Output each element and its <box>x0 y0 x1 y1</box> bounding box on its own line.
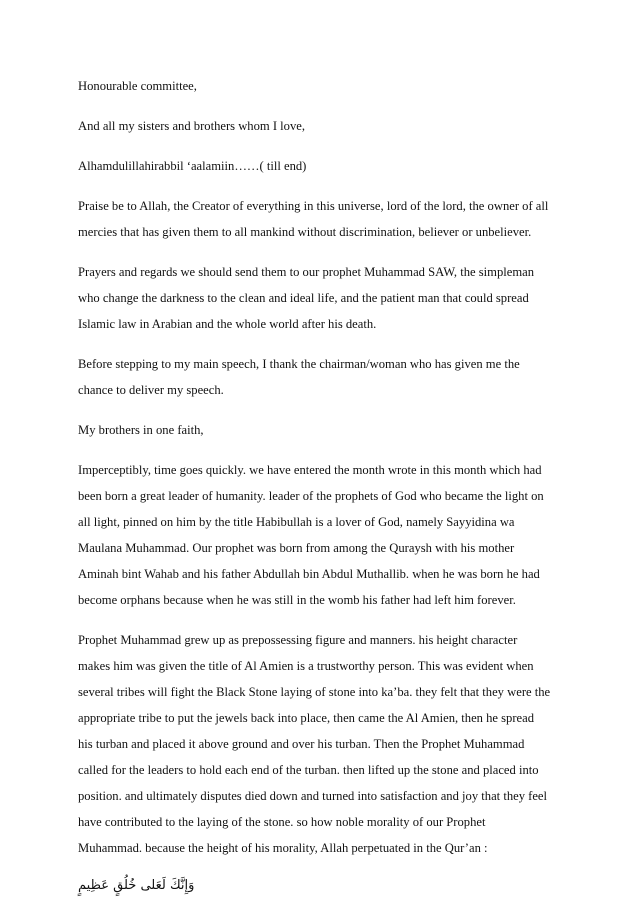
text-line: called for the leaders to hold each end of the turban. then lifted up the stone and placed into <box>78 763 539 777</box>
paragraph-birth <box>78 457 568 613</box>
text-line: position. and ultimately disputes died down and turned into satisfaction and joy that they feel <box>78 789 548 803</box>
speech-text <box>78 73 568 897</box>
text-line: And all my sisters and brothers whom I love, <box>78 119 306 133</box>
text-line: Imperceptibly, time goes quickly. we have entered the month wrote in this month which had <box>78 463 542 477</box>
paragraph-greeting <box>78 73 568 99</box>
text-line: all light, pinned on him by the title Habibullah is a lover of God, namely Sayyidina wa <box>78 515 515 529</box>
paragraph-brothers <box>78 417 568 443</box>
text-line: have contributed to the laying of the stone. so how noble morality of our Prophet <box>78 815 486 829</box>
paragraph-thanks <box>78 351 568 403</box>
text-line: been born a great leader of humanity. leader of the prophets of God who became the light on <box>78 489 544 503</box>
text-line: appropriate tribe to put the jewels back into place, then came the Al Amien, then he spread <box>78 711 535 725</box>
text-line: Aminah bint Wahab and his father Abdullah bin Abdul Muthallib. when he was born he had <box>78 567 540 581</box>
text-line: Islamic law in Arabian and the whole world after his death. <box>78 317 377 331</box>
text-line: several tribes will fight the Black Stone laying of stone into ka’ba. they felt that they were the <box>78 685 551 699</box>
text-line: chance to deliver my speech. <box>78 383 224 397</box>
text-line: become orphans because when he was still in the womb his father had left him forever. <box>78 593 516 607</box>
text-line: Alhamdulillahirabbil ‘aalamiin……( till end) <box>78 159 307 173</box>
text-line: My brothers in one faith, <box>78 423 204 437</box>
text-line: Muhammad. because the height of his morality, Allah perpetuated in the Qur’an : <box>78 841 488 855</box>
paragraph-prayers <box>78 259 568 337</box>
paragraph-hamdalah <box>78 153 568 179</box>
paragraph-praise <box>78 193 568 245</box>
text-line: Praise be to Allah, the Creator of everything in this universe, lord of the lord, the owner of all <box>78 199 549 213</box>
text-line: makes him was given the title of Al Amien is a trustworthy person. This was evident when <box>78 659 534 673</box>
text-line: Honourable committee, <box>78 79 197 93</box>
text-line: who change the darkness to the clean and ideal life, and the patient man that could spread <box>78 291 529 305</box>
text-line: Prophet Muhammad grew up as prepossessing figure and manners. his height character <box>78 633 518 647</box>
text-line: Prayers and regards we should send them to our prophet Muhammad SAW, the simpleman <box>78 265 535 279</box>
paragraph-address <box>78 113 568 139</box>
paragraph-al-amien <box>78 627 568 861</box>
text-line: Before stepping to my main speech, I thank the chairman/woman who has given me the <box>78 357 520 371</box>
text-line: his turban and placed it above ground and over his turban. Then the Prophet Muhammad <box>78 737 525 751</box>
text-line: mercies that has given them to all mankind without discrimination, believer or unbeliever. <box>78 225 532 239</box>
text-line: Maulana Muhammad. Our prophet was born from among the Quraysh with his mother <box>78 541 515 555</box>
quran-verse: وَإِنَّكَ لَعَلى خُلُقٍ عَظِيمٍ <box>78 878 195 893</box>
